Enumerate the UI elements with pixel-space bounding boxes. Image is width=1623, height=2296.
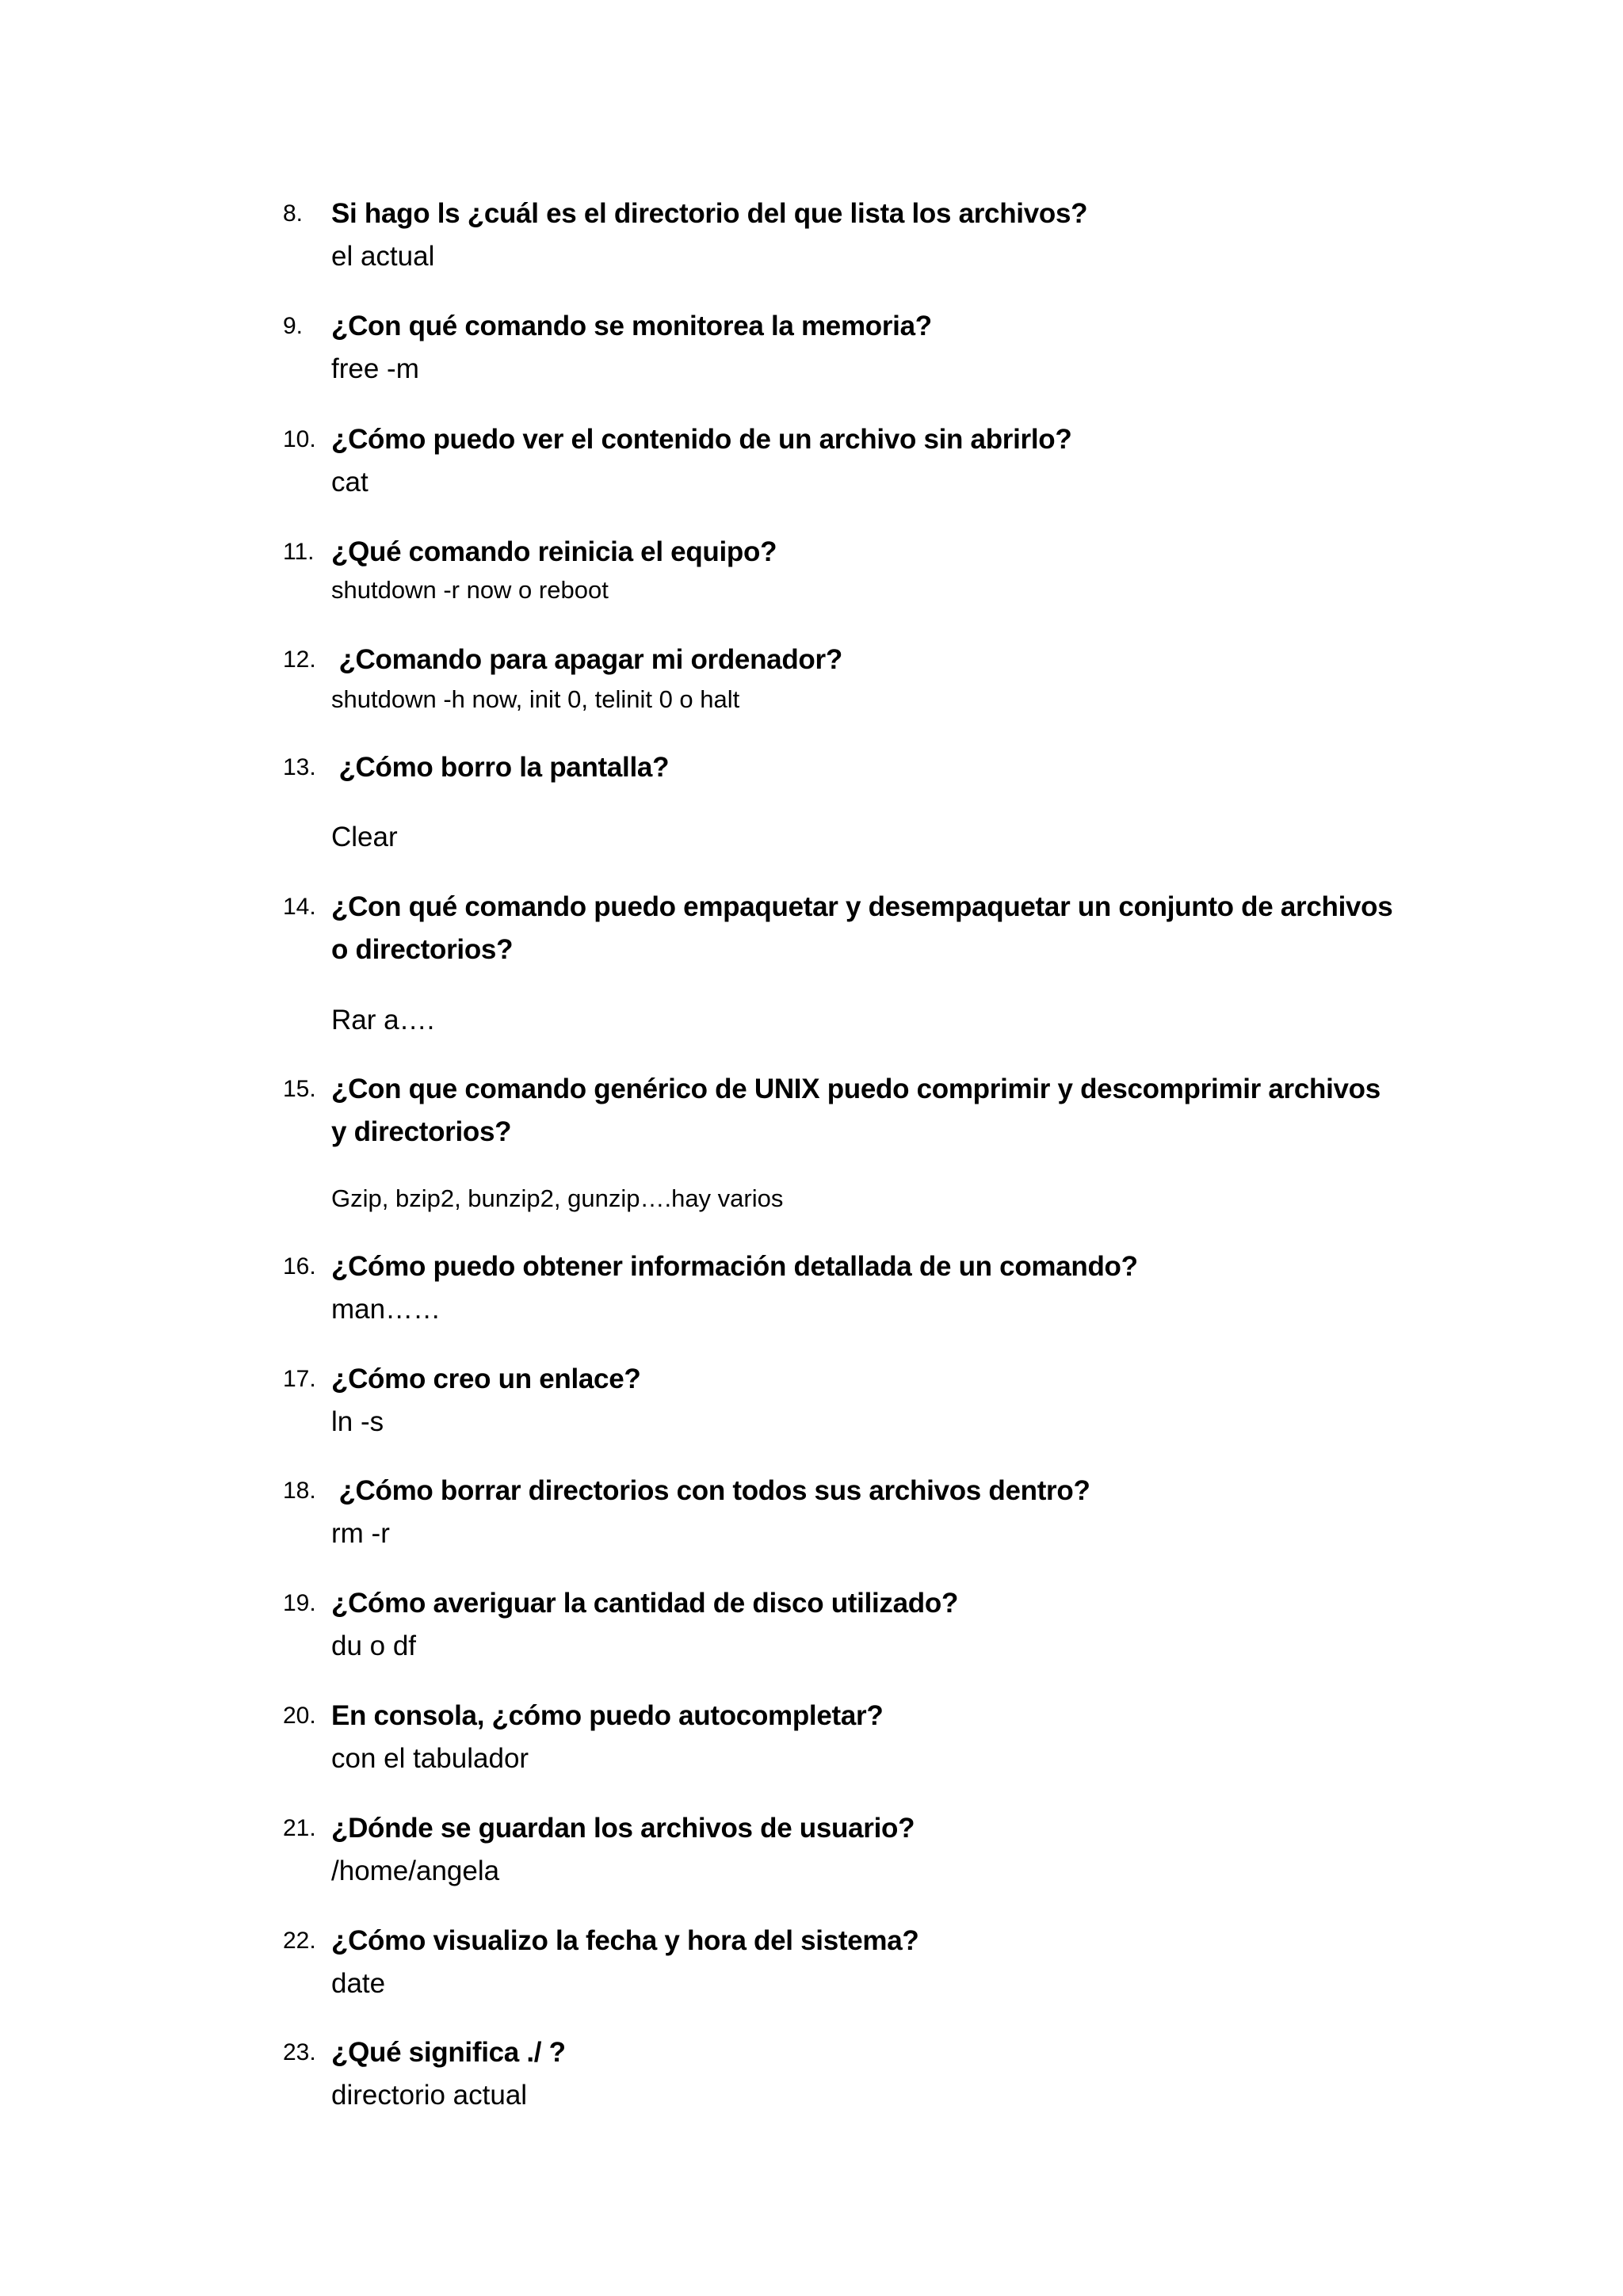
answer-text: Rar a….	[331, 1005, 435, 1035]
answer-text: Gzip, bzip2, bunzip2, gunzip….hay varios	[331, 1184, 784, 1212]
item-number: 12.	[283, 646, 316, 673]
item-number: 10.	[283, 426, 316, 452]
question-text: ¿Comando para apagar mi ordenador?	[331, 644, 842, 675]
question-text: ¿Con que comando genérico de UNIX puedo comprimir y descomprimir archivos y directorios?	[331, 1074, 1388, 1147]
question-text: ¿Cómo borrar directorios con todos sus archivos dentro?	[331, 1475, 1090, 1506]
item-number: 9.	[283, 313, 304, 339]
answer-text: shutdown -h now, init 0, telinit 0 o halt	[331, 685, 740, 713]
question-text: ¿Cómo creo un enlace?	[331, 1363, 641, 1394]
answer-text: date	[331, 1968, 386, 1999]
item-number: 8.	[283, 200, 304, 227]
answer-text: directorio actual	[331, 2080, 528, 2111]
question-text: ¿Con qué comando se monitorea la memoria?	[331, 311, 932, 341]
question-text: ¿Con qué comando puedo empaquetar y desempaquetar un conjunto de archivos o directorios?	[331, 891, 1400, 965]
question-text: ¿Cómo averiguar la cantidad de disco utilizado?	[331, 1588, 959, 1619]
item-number: 14.	[283, 894, 316, 920]
question-text: ¿Qué significa ./ ?	[331, 2037, 566, 2068]
question-text: ¿Dónde se guardan los archivos de usuario?	[331, 1813, 915, 1844]
answer-text: shutdown -r now o reboot	[331, 576, 609, 604]
item-number: 20.	[283, 1703, 316, 1729]
item-number: 21.	[283, 1815, 316, 1841]
answer-text: man……	[331, 1294, 441, 1325]
item-number: 22.	[283, 1928, 316, 1954]
item-number: 11.	[283, 539, 315, 565]
item-number: 13.	[283, 754, 316, 780]
answer-text: /home/angela	[331, 1855, 500, 1886]
question-text: ¿Qué comando reinicia el equipo?	[331, 536, 777, 567]
answer-text: free -m	[331, 353, 419, 384]
question-text: Si hago ls ¿cuál es el directorio del que lista los archivos?	[331, 198, 1088, 229]
answer-text: con el tabulador	[331, 1743, 529, 1774]
item-number: 16.	[283, 1253, 316, 1280]
answer-text: du o df	[331, 1630, 417, 1661]
answer-text: rm -r	[331, 1518, 390, 1549]
item-number: 18.	[283, 1478, 316, 1504]
item-number: 15.	[283, 1076, 316, 1102]
item-number: 23.	[283, 2039, 316, 2065]
item-number: 19.	[283, 1590, 316, 1616]
item-number: 17.	[283, 1366, 316, 1392]
question-text: ¿Cómo puedo obtener información detallada de un comando?	[331, 1251, 1138, 1282]
answer-text: Clear	[331, 822, 398, 852]
question-text: ¿Cómo borro la pantalla?	[331, 752, 670, 783]
question-text: ¿Cómo visualizo la fecha y hora del sistema?	[331, 1925, 919, 1956]
answer-text: cat	[331, 467, 369, 498]
answer-text: el actual	[331, 241, 435, 272]
question-text: ¿Cómo puedo ver el contenido de un archivo sin abrirlo?	[331, 424, 1072, 455]
answer-text: ln -s	[331, 1406, 384, 1437]
question-text: En consola, ¿cómo puedo autocompletar?	[331, 1700, 884, 1731]
